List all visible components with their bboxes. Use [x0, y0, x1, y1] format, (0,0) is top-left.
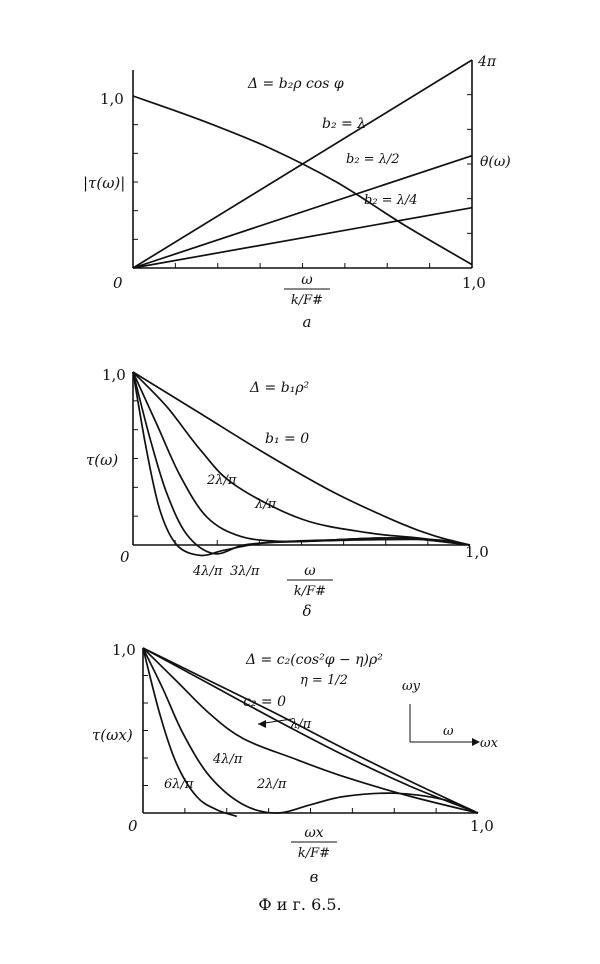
panel-b-xlabel-num: ω — [304, 563, 316, 579]
panel-b-label-4lambda-pi: 4λ/π — [193, 564, 223, 579]
inset-omega-x-label: ωx — [480, 736, 498, 751]
inset-omega-label: ω — [443, 724, 454, 739]
panel-c-xlabel — [291, 825, 337, 861]
inset-arrow-head-icon — [472, 738, 480, 746]
panel-c-formula2: η = 1/2 — [300, 673, 348, 688]
panel-c — [92, 641, 499, 886]
panel-c-xlabel-den: k/F# — [297, 846, 331, 861]
panel-c-letter: в — [309, 868, 319, 886]
panel-b-curves — [133, 372, 470, 556]
panel-c-label-c2-zero: c₂ = 0 — [243, 694, 286, 710]
panel-a-series-2-line — [133, 156, 472, 268]
panel-c-origin-label: 0 — [128, 817, 138, 835]
panel-b-formula: Δ = b₁ρ² — [250, 380, 310, 396]
panel-b-label-b1-zero: b₁ = 0 — [265, 431, 310, 447]
inset-omega-y-label: ωy — [402, 679, 420, 694]
panel-b-series-4-line — [133, 372, 470, 556]
panel-b-xlabel — [287, 563, 333, 599]
panel-a-label-b2-quarter: b₂ = λ/4 — [364, 193, 418, 208]
panel-b-series-1-line — [133, 372, 470, 545]
panel-c-label-4lambda-pi: 4λ/π — [213, 752, 243, 767]
panel-a-xlabel-num: ω — [301, 272, 313, 288]
panel-a-series-0-line — [133, 96, 472, 265]
panel-a-label-b2-lambda: b₂ = λ — [322, 116, 367, 132]
panel-b-x-end-label: 1,0 — [465, 543, 489, 561]
panel-b-label-2lambda-pi: 2λ/π — [207, 473, 237, 488]
panel-b-letter: δ — [302, 602, 312, 620]
panel-b-series-3-line — [133, 372, 470, 554]
panel-b-label-3lambda-pi: 3λ/π — [230, 564, 260, 579]
panel-c-label-2lambda-pi: 2λ/π — [257, 777, 287, 792]
panel-b-y-label: τ(ω) — [86, 451, 119, 469]
panel-c-x-end-label: 1,0 — [470, 817, 494, 835]
panel-a-series-3-line — [133, 208, 472, 268]
panel-b-xlabel-den: k/F# — [293, 584, 327, 599]
panel-a — [83, 54, 511, 331]
panel-a-xlabel-den: k/F# — [290, 293, 324, 308]
panel-a-y-top-label: 1,0 — [100, 90, 124, 108]
panel-a-x-end-label: 1,0 — [462, 274, 486, 292]
panel-a-y-label-right: θ(ω) — [480, 154, 511, 170]
panel-c-label-lambda-pi: λ/π — [290, 717, 312, 732]
panel-c-label-6lambda-pi: 6λ/π — [164, 777, 194, 792]
panel-b-x-ticks — [133, 401, 428, 545]
panel-a-label-b2-half: b₂ = λ/2 — [346, 152, 400, 167]
panel-a-x-ticks — [133, 95, 472, 268]
panel-c-inset — [402, 679, 499, 751]
panel-a-formula: Δ = b₂ρ cos φ — [248, 76, 344, 92]
panel-b-origin-label: 0 — [120, 548, 130, 566]
panel-b-y-top-label: 1,0 — [102, 366, 126, 384]
panel-b-label-lambda-pi: λ/π — [255, 497, 277, 512]
panel-c-xlabel-num: ωx — [304, 825, 324, 841]
panel-c-pointer-arrow-icon — [258, 720, 266, 728]
panel-a-y-label-left: |τ(ω)| — [83, 174, 126, 192]
panel-a-letter: а — [302, 313, 312, 331]
panel-a-xlabel — [284, 272, 330, 308]
panel-c-y-top-label: 1,0 — [112, 641, 136, 659]
panel-a-right-top-label: 4π — [478, 54, 497, 70]
panel-c-formula: Δ = c₂(cos²φ − η)ρ² — [246, 652, 383, 668]
panel-a-origin-label: 0 — [113, 274, 123, 292]
figure-caption: Ф и г. 6.5. — [258, 895, 342, 914]
panel-c-y-label: τ(ωx) — [92, 726, 133, 744]
panel-b — [86, 366, 489, 620]
